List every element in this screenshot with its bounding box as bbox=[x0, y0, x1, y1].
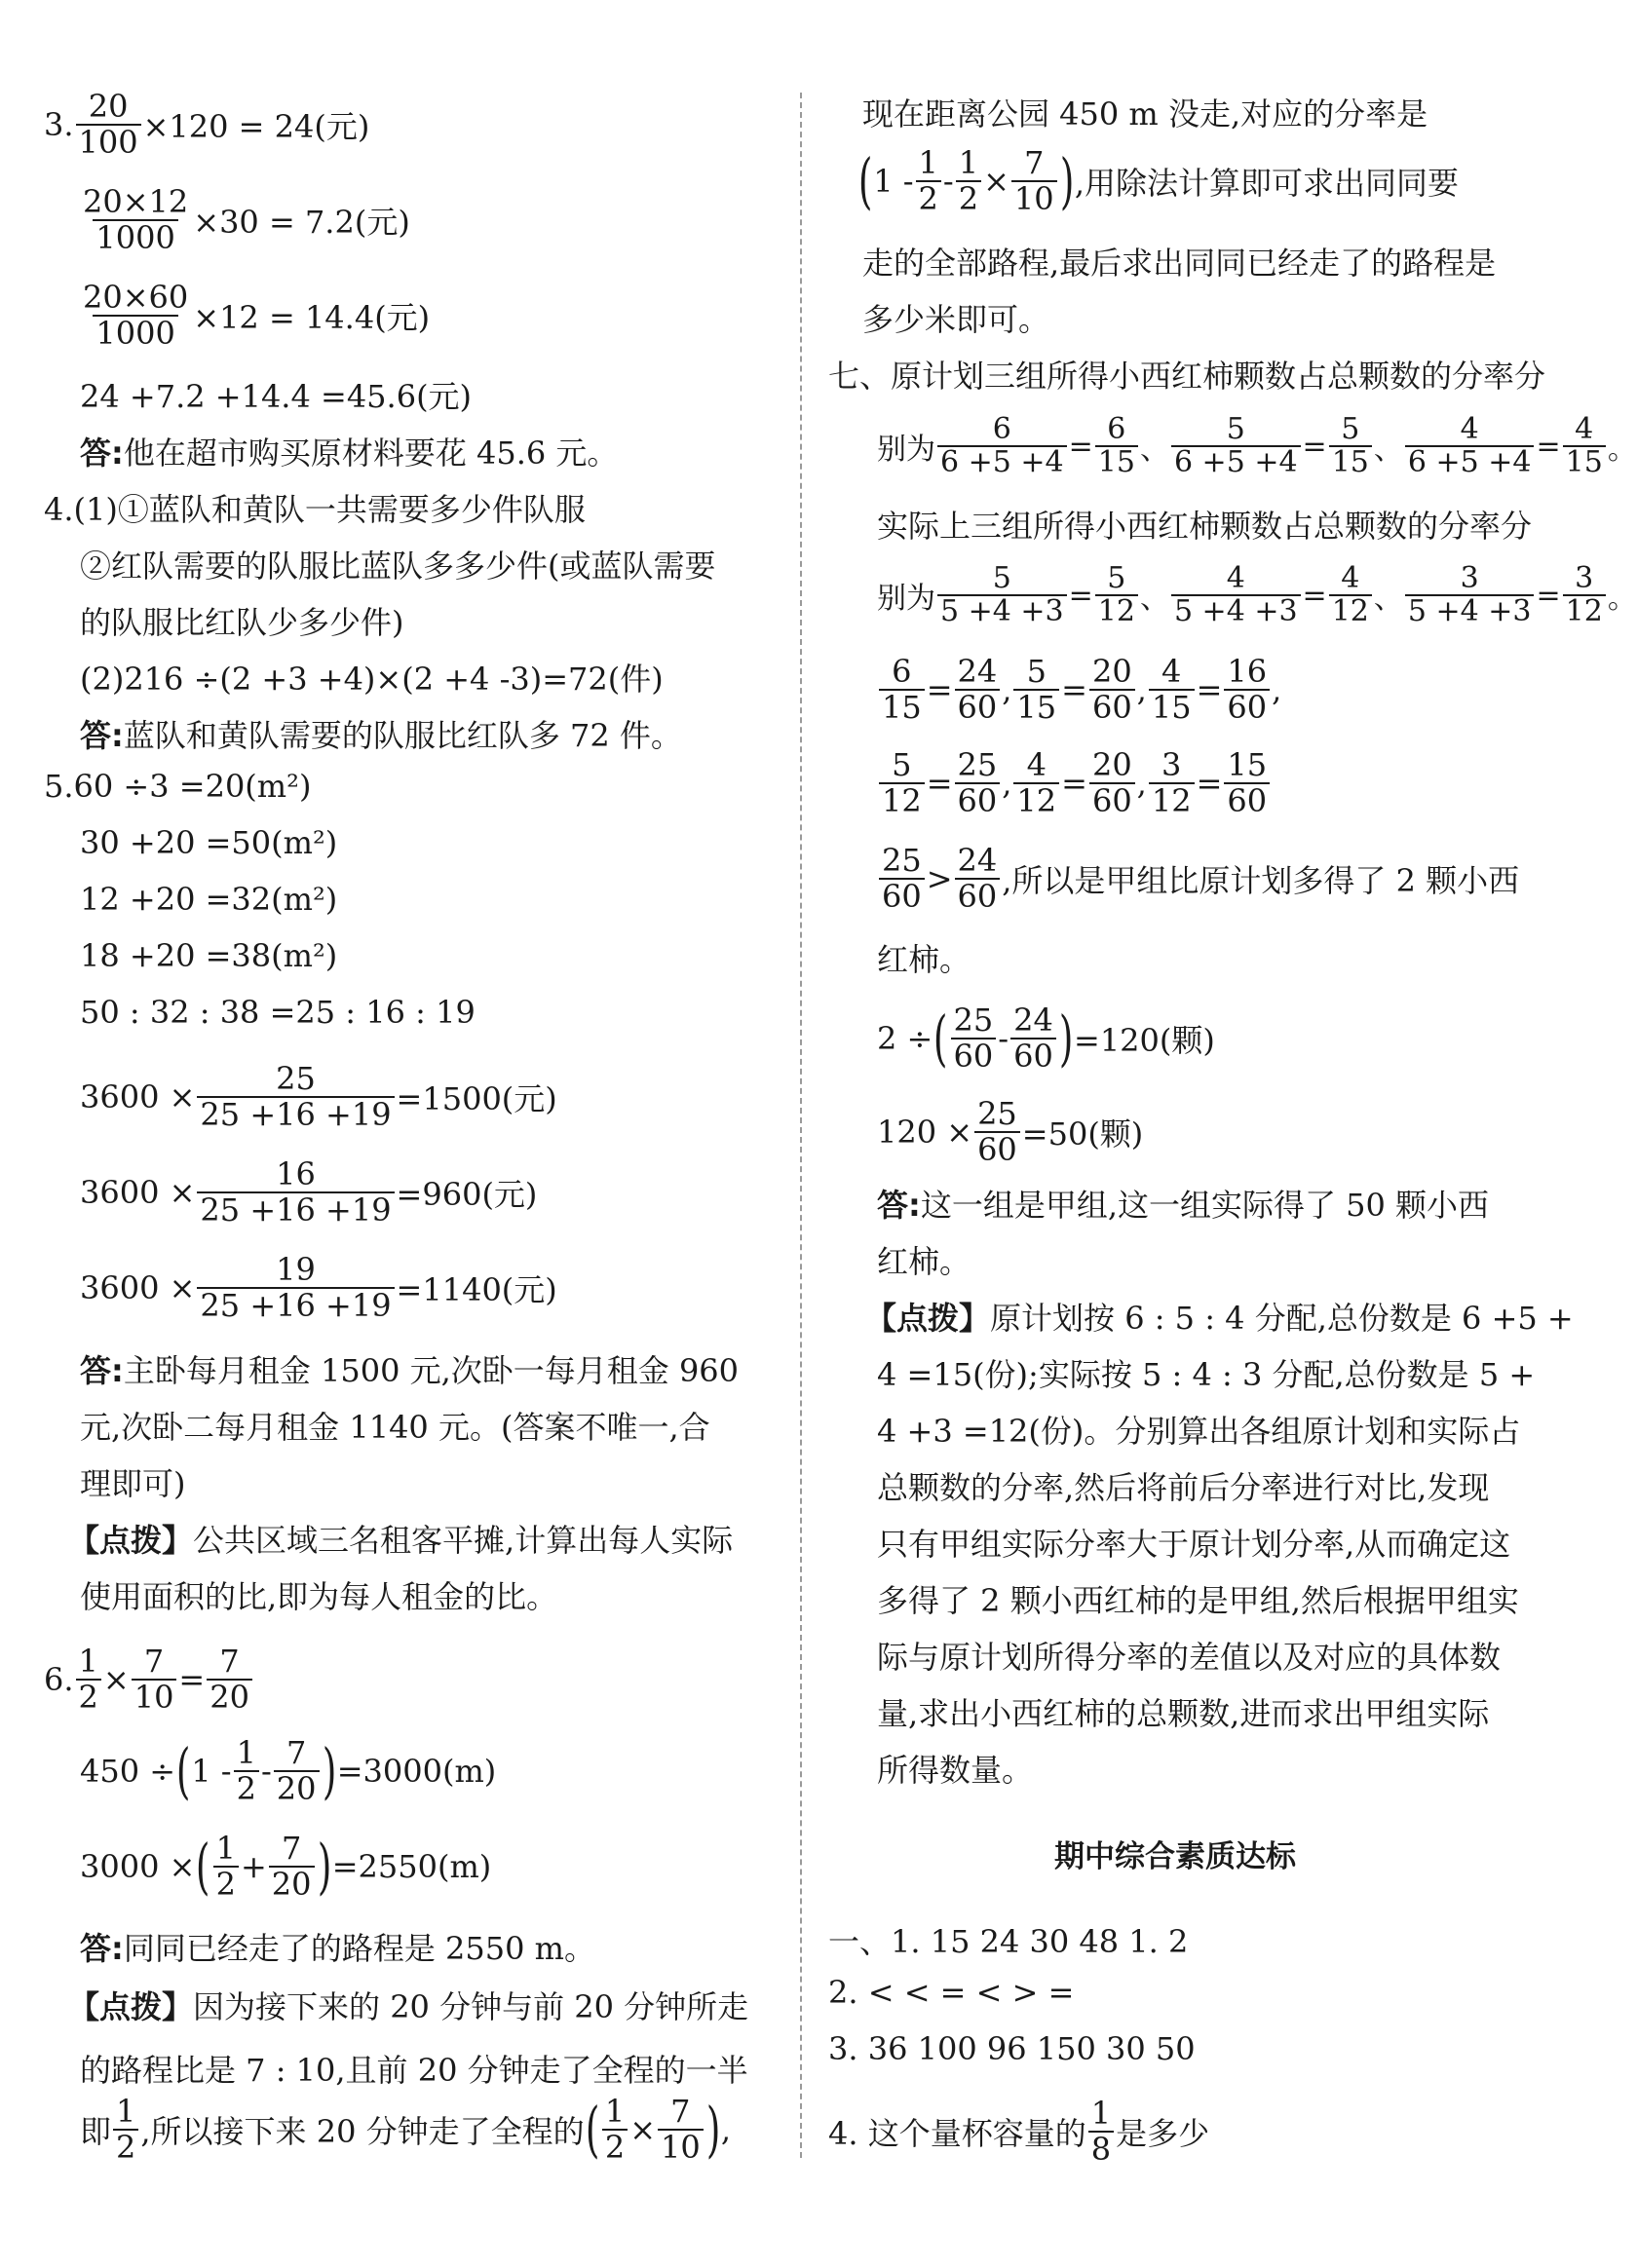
fraction: $\frac{20\times 60}{1000}$ bbox=[83, 279, 189, 352]
q7-tip-7: 际与原计划所得分率的差值以及对应的具体数 bbox=[877, 1639, 1502, 1676]
q3-line2: $\frac{20\times 12}{1000}$ ×30 = 7.2(元) bbox=[78, 185, 410, 254]
fraction: 25 60 bbox=[951, 1003, 997, 1073]
q7-tip-5: 只有甲组实际分率大于原计划分率,从而确定这 bbox=[877, 1526, 1511, 1563]
q4-line4: (2)216 ÷(2 +3 +4)×(2 +4 -3)=72(件) bbox=[80, 661, 664, 698]
section-heading: 期中综合素质达标 bbox=[1054, 1839, 1296, 1874]
fraction: $\frac{4}{12}$ bbox=[1329, 563, 1372, 628]
q7-tip-6: 多得了 2 颗小西红柿的是甲组,然后根据甲组实 bbox=[877, 1582, 1519, 1619]
q5-line2: 30 +20 =50(m²) bbox=[80, 824, 338, 861]
fraction: $\frac{25}{25 +16 +19}$ bbox=[197, 1062, 394, 1131]
fraction: $\frac{5}{6 +5 +4}$ bbox=[1171, 414, 1301, 479]
q7-answer-2: 红柿。 bbox=[877, 1243, 971, 1280]
fraction: $\frac{4}{15}$ bbox=[1563, 414, 1606, 479]
fraction: 1 2 bbox=[213, 1832, 239, 1901]
fraction: $\frac{25}{60}$ bbox=[955, 748, 1001, 817]
fraction: 7 20 bbox=[274, 1736, 320, 1805]
q3-line3: $\frac{20\times 60}{1000}$ ×12 = 14.4(元) bbox=[78, 281, 430, 350]
q6-tip-cont-3: 走的全部路程,最后求出同同已经走了的路程是 bbox=[862, 245, 1497, 282]
q7-tip-2: 4 =15(份);实际按 5 : 4 : 3 分配,总份数是 5 + bbox=[877, 1356, 1536, 1393]
fraction: $\frac{5}{12}$ bbox=[879, 748, 925, 817]
q7-line2: 别为 $\frac{6}{6 +5 +4}$ = $\frac{6}{15}$ 、 $\frac{5}{6 +5 +4}$ = $\frac{5}{15}$ 、 $\frac{4}{6 +5 +4}$ = $\frac{4}{15}$ 。 bbox=[877, 412, 1637, 480]
fraction: 1 2 bbox=[113, 2095, 138, 2164]
fraction: $\frac{6}{15}$ bbox=[1095, 414, 1138, 479]
q6-tip-1: 【点拨】 因为接下来的 20 分钟与前 20 分钟所走 bbox=[68, 1988, 749, 2025]
fraction: $\frac{5}{15}$ bbox=[1013, 655, 1059, 724]
q4-line3: 的队服比红队少多少件) bbox=[80, 604, 404, 641]
q7-tip-1: 【点拨】 原计划按 6 : 5 : 4 分配,总份数是 6 +5 + bbox=[865, 1300, 1574, 1337]
q5-line4: 18 +20 =38(m²) bbox=[80, 937, 338, 974]
q3-line1: 3. $\frac{20}{100}$ ×120 = 24(元) bbox=[44, 88, 370, 161]
fraction: $\frac{5}{15}$ bbox=[1329, 414, 1372, 479]
fraction: $\frac{7}{10}$ bbox=[1011, 146, 1057, 215]
q7-answer-1: 答: 这一组是甲组,这一组实际得了 50 颗小西 bbox=[877, 1187, 1490, 1224]
q7-line8: 红柿。 bbox=[877, 941, 971, 978]
s4-line: 4. 这个量杯容量的 1 8 是多少 bbox=[828, 2095, 1210, 2168]
fraction: $\frac{20}{60}$ bbox=[1089, 655, 1135, 724]
q3-line4: 24 +7.2 +14.4 =45.6(元) bbox=[80, 378, 473, 415]
q6-line1: 6. $\frac{1}{2}$ × $\frac{7}{10}$ = $\frac{7}{20}$ bbox=[44, 1644, 254, 1714]
fraction: $\frac{1}{2}$ bbox=[76, 1644, 101, 1714]
q7-line7: 25 60 > 24 60 ,所以是甲组比原计划多得了 2 颗小西 bbox=[877, 844, 1519, 913]
fraction: $\frac{5}{12}$ bbox=[1095, 563, 1138, 628]
fraction: $\frac{6}{15}$ bbox=[879, 655, 925, 724]
fraction: $\frac{15}{60}$ bbox=[1224, 748, 1270, 817]
q7-line10: 120 × $\frac{25}{60}$ =50(颗) bbox=[877, 1095, 1144, 1168]
q7-tip-4: 总颗数的分率,然后将前后分率进行对比,发现 bbox=[877, 1469, 1490, 1506]
q6-answer: 答: 同同已经走了的路程是 2550 m。 bbox=[80, 1930, 595, 1967]
q6-tip-cont-2: ( 1 - 1 2 - $\frac{1}{2}$ × $\frac{7}{10}$ ) ,用除法计算即可求出同同要 bbox=[857, 144, 1459, 217]
fraction: $\frac{25}{60}$ bbox=[974, 1097, 1020, 1166]
fraction: $\frac{4}{6 +5 +4}$ bbox=[1405, 414, 1535, 479]
fraction: $\frac{16}{60}$ bbox=[1224, 655, 1270, 724]
q4-line1: 4.(1)①蓝队和黄队一共需要多少件队服 bbox=[44, 491, 586, 528]
fraction: 1 2 bbox=[916, 146, 941, 215]
fraction: 1 8 bbox=[1088, 2097, 1114, 2166]
q6-tip-3: 即 1 2 ,所以接下来 20 分钟走了全程的 ( $\frac{1}{2}$ × $\frac{7}{10}$ ) , bbox=[80, 2093, 732, 2166]
fraction: $\frac{4}{5 +4 +3}$ bbox=[1171, 563, 1301, 628]
q7-line5: $\frac{6}{15}$ = $\frac{24}{60}$ , $\frac{5}{15}$ = $\frac{20}{60}$ , $\frac{4}{15}$ = $\frac{16}{60}$ , bbox=[877, 655, 1281, 724]
fraction: $\frac{7}{10}$ bbox=[658, 2095, 704, 2164]
q7-line4: 别为 $\frac{5}{5 +4 +3}$ = $\frac{5}{12}$ 、 $\frac{4}{5 +4 +3}$ = $\frac{4}{12}$ 、 $\frac{3}{5 +4 +3}$ = $\frac{3}{12}$ 。 bbox=[877, 561, 1637, 629]
fraction: $\frac{7}{10}$ bbox=[132, 1644, 177, 1714]
fraction: $\frac{16}{25 +16 +19}$ bbox=[197, 1157, 394, 1227]
fraction: $\frac{1}{2}$ bbox=[956, 146, 981, 215]
q6-tip-cont-1: 现在距离公园 450 m 没走,对应的分率是 bbox=[862, 95, 1428, 132]
fraction: $\frac{6}{6 +5 +4}$ bbox=[937, 414, 1067, 479]
q7-line9: 2 ÷ ( 25 60 - 24 60 ) =120(颗) bbox=[877, 1002, 1215, 1075]
fraction: 25 60 bbox=[879, 844, 925, 913]
fraction: $\frac{1}{2}$ bbox=[602, 2095, 628, 2164]
q3-answer: 答: 他在超市购买原材料要花 45.6 元。 bbox=[80, 435, 619, 472]
fraction: 24 60 bbox=[955, 844, 1001, 913]
fraction: $\frac{3}{12}$ bbox=[1563, 563, 1606, 628]
q4-line2: ②红队需要的队服比蓝队多多少件(或蓝队需要 bbox=[80, 548, 716, 585]
q7-line3: 实际上三组所得小西红柿颗数占总颗数的分率分 bbox=[877, 508, 1533, 545]
fraction: $\frac{3}{12}$ bbox=[1149, 748, 1195, 817]
fraction: $\frac{4}{12}$ bbox=[1013, 748, 1059, 817]
q6-tip-2: 的路程比是 7 : 10,且前 20 分钟走了全程的一半 bbox=[80, 2052, 748, 2089]
fraction: $\frac{4}{15}$ bbox=[1149, 655, 1195, 724]
q5-answer-3: 理即可) bbox=[80, 1465, 186, 1502]
q5-tip-1: 【点拨】 公共区域三名租客平摊,计算出每人实际 bbox=[68, 1522, 734, 1559]
s1-line: 一、1. 15 24 30 48 1. 2 bbox=[828, 1923, 1189, 1960]
q5-line1: 5.60 ÷3 =20(m²) bbox=[44, 768, 312, 805]
fraction: 1 2 bbox=[234, 1736, 259, 1805]
q7-tip-3: 4 +3 =12(份)。分别算出各组原计划和实际占 bbox=[877, 1413, 1521, 1450]
q6-line3: 3000 × ( 1 2 + $\frac{7}{20}$ ) =2550(m) bbox=[80, 1830, 492, 1903]
q5-line5: 50 : 32 : 38 =25 : 16 : 19 bbox=[80, 994, 476, 1031]
fraction: $\frac{20}{60}$ bbox=[1089, 748, 1135, 817]
q5-rent1: 3600 × $\frac{25}{25 +16 +19}$ =1500(元) bbox=[80, 1060, 557, 1133]
fraction: $\frac{20\times 12}{1000}$ bbox=[83, 183, 189, 256]
q7-line1: 七、原计划三组所得小西红柿颗数占总颗数的分率分 bbox=[828, 358, 1546, 395]
q4-answer: 答: 蓝队和黄队需要的队服比红队多 72 件。 bbox=[80, 717, 682, 754]
fraction: 24 60 bbox=[1010, 1003, 1056, 1073]
q5-rent3: 3600 × $\frac{19}{25 +16 +19}$ =1140(元) bbox=[80, 1251, 557, 1324]
fraction: $\frac{5}{5 +4 +3}$ bbox=[937, 563, 1067, 628]
s3-line: 3. 36 100 96 150 30 50 bbox=[828, 2030, 1196, 2067]
q5-answer-1: 答: 主卧每月租金 1500 元,次卧一每月租金 960 bbox=[80, 1352, 740, 1389]
q7-line6: $\frac{5}{12}$ = $\frac{25}{60}$ , $\frac{4}{12}$ = $\frac{20}{60}$ , $\frac{3}{12}$ = $\frac{15}{60}$ bbox=[877, 748, 1272, 817]
q5-rent2: 3600 × $\frac{16}{25 +16 +19}$ =960(元) bbox=[80, 1155, 538, 1228]
q5-line3: 12 +20 =32(m²) bbox=[80, 881, 338, 918]
q7-tip-9: 所得数量。 bbox=[877, 1752, 1034, 1789]
q6-tip-cont-4: 多少米即可。 bbox=[862, 301, 1050, 338]
s2-line: 2. < < = < > = bbox=[828, 1974, 1075, 2011]
fraction: $\frac{7}{20}$ bbox=[269, 1832, 315, 1901]
fraction: $\frac{24}{60}$ bbox=[955, 655, 1001, 724]
q7-tip-8: 量,求出小西红柿的总颗数,进而求出甲组实际 bbox=[877, 1695, 1490, 1732]
fraction: $\frac{20}{100}$ bbox=[76, 90, 141, 159]
column-divider bbox=[800, 93, 802, 2158]
fraction: $\frac{19}{25 +16 +19}$ bbox=[197, 1253, 394, 1322]
q6-line2: 450 ÷ ( 1 - 1 2 - 7 20 ) =3000(m) bbox=[80, 1734, 497, 1807]
fraction: $\frac{3}{5 +4 +3}$ bbox=[1405, 563, 1535, 628]
fraction: $\frac{7}{20}$ bbox=[207, 1644, 252, 1714]
q5-answer-2: 元,次卧二每月租金 1140 元。(答案不唯一,合 bbox=[80, 1409, 710, 1446]
q5-tip-2: 使用面积的比,即为每人租金的比。 bbox=[80, 1578, 558, 1615]
